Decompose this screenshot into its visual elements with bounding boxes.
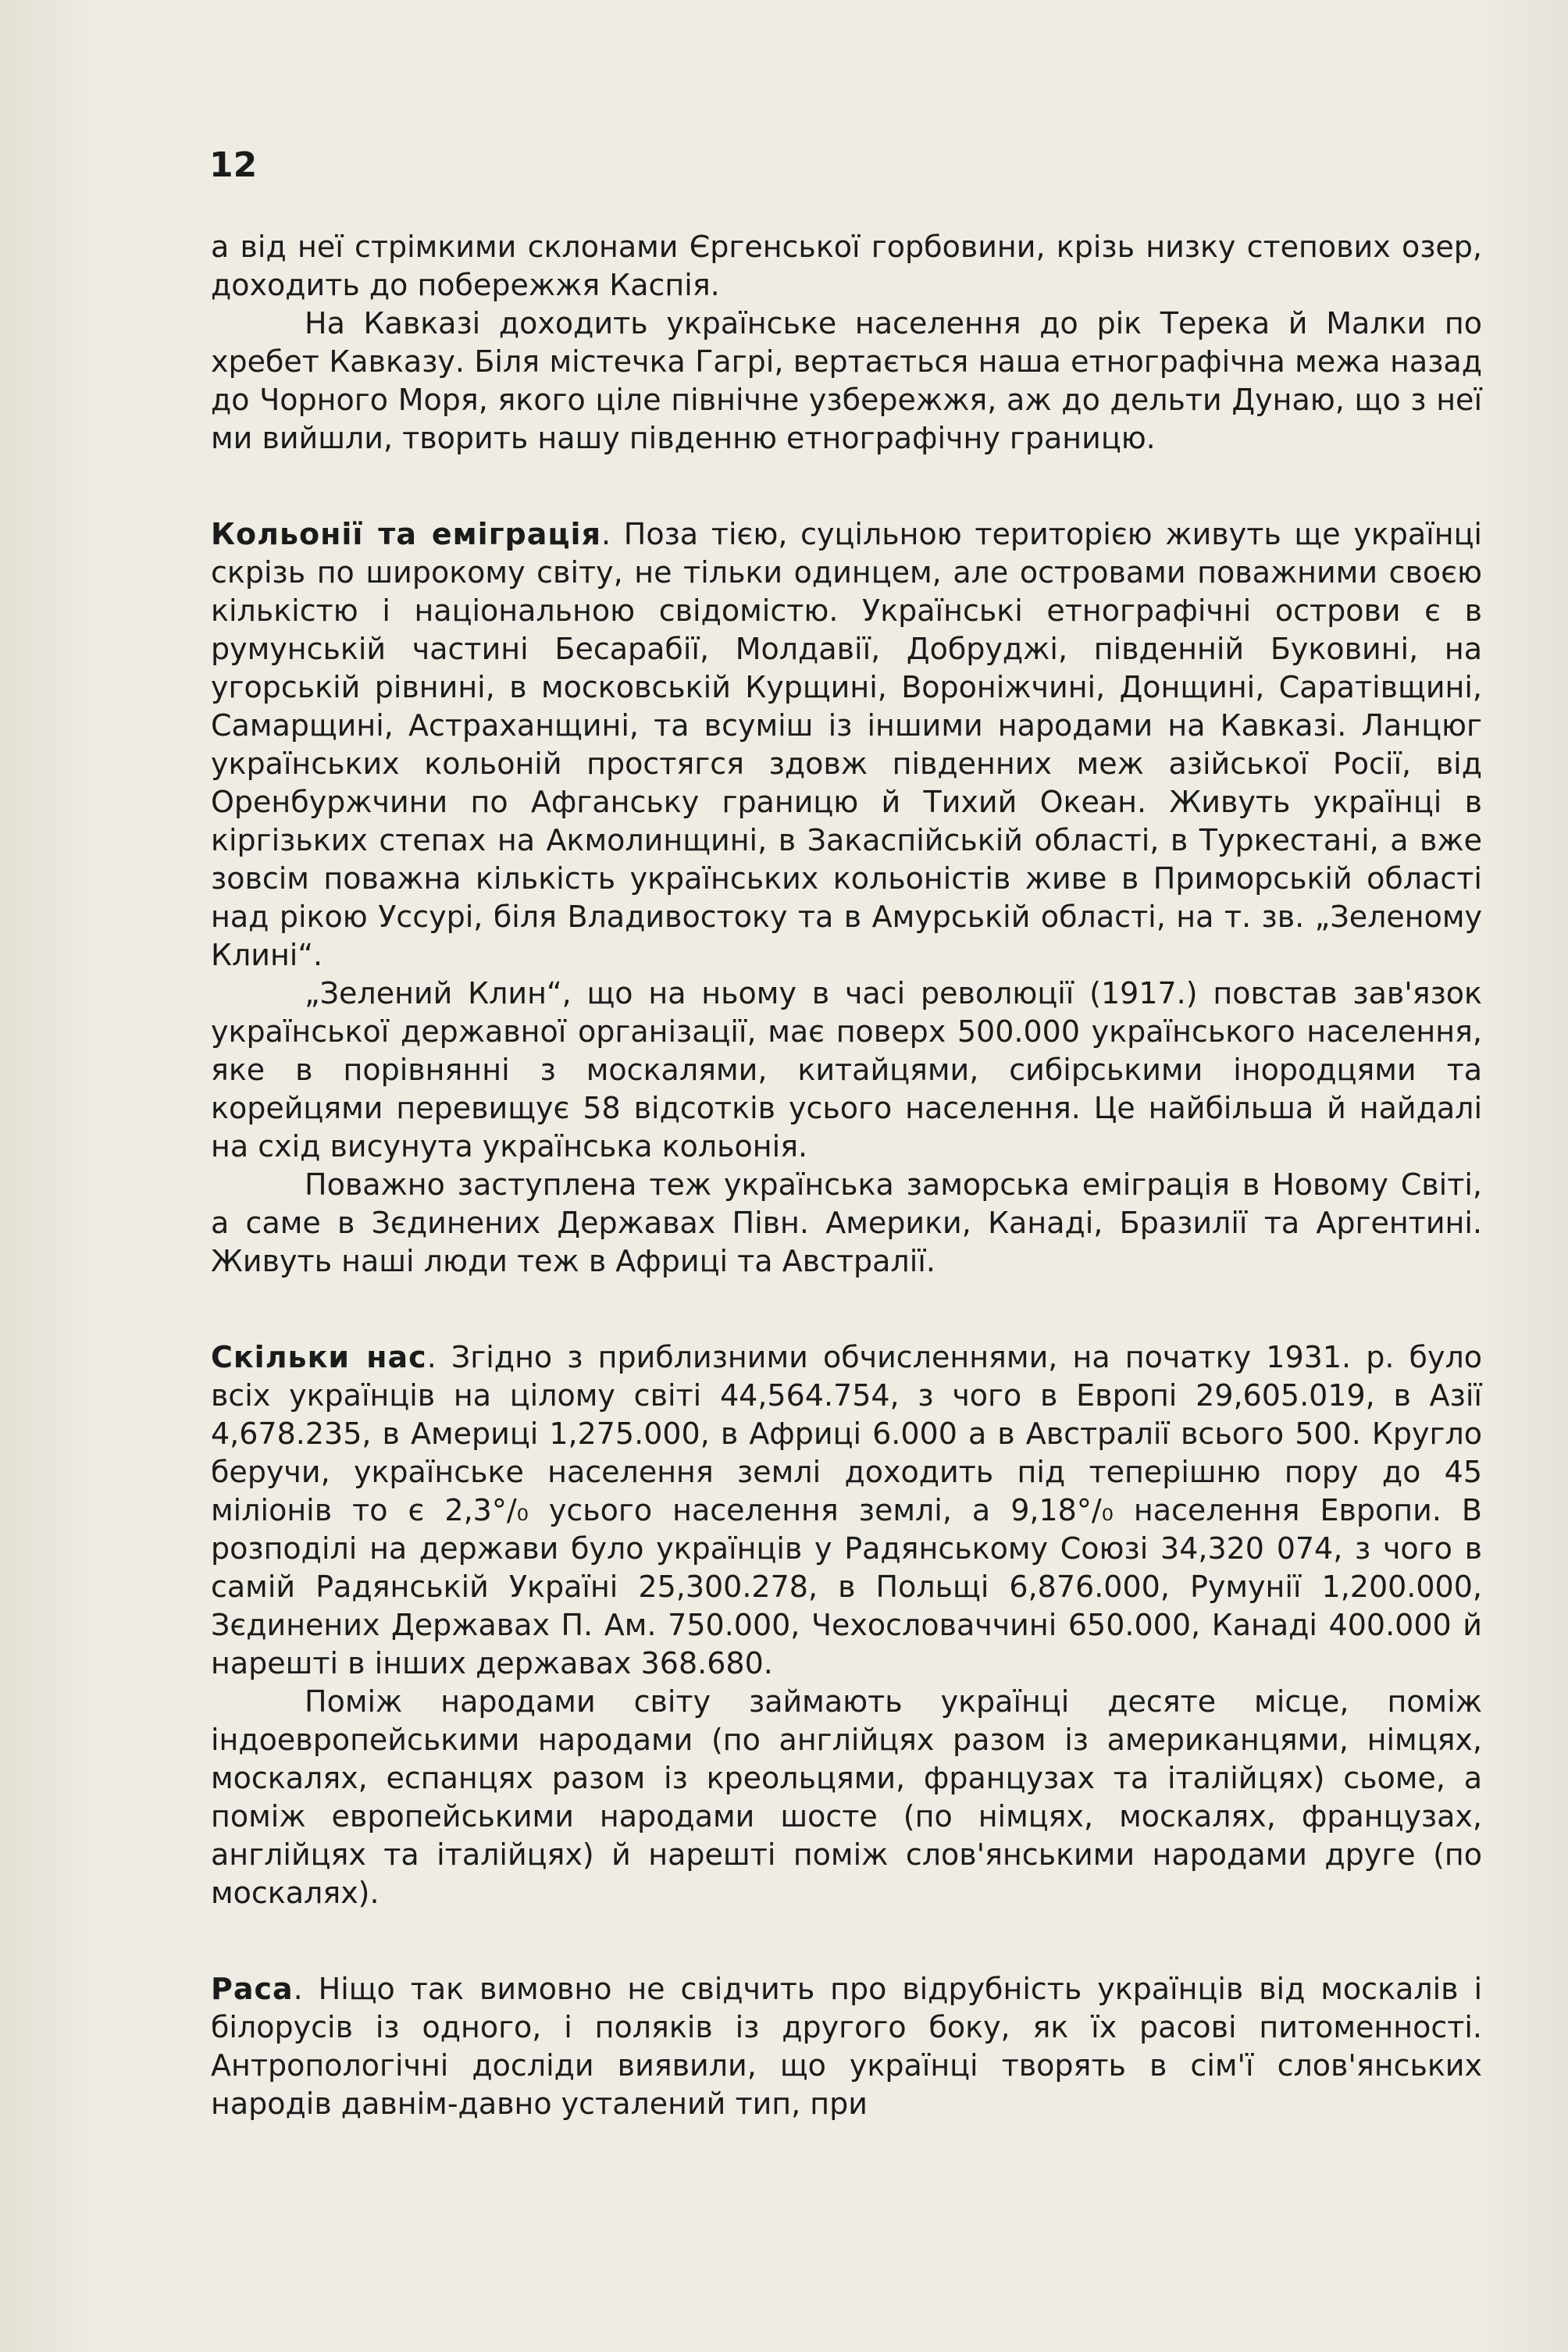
paragraph-text: . Ніщо так вимовно не свідчить про відрубність українців від москалів і білорусів із одного, і поляків із другого боку, як їх расові питоменності. Антропологічні досліди виявили, що українці творять в сім'ї слов'янських народів давнім-давно усталений тип, при [211,1972,1482,2121]
paragraph-2 [211,305,1482,458]
paragraph-text: Поважно заступлена теж українська заморська еміграція в Новому Світі, а саме в Зєдинених Державах Півн. Америки, Канаді, Бразилії та Аргентині. Живуть наші люди теж в Африці та Австралії. [211,1167,1482,1278]
section-how-many [211,1338,1482,1683]
page-number: 12 [209,145,258,185]
section-colonies [211,515,1482,975]
paragraph-1 [211,228,1482,305]
section-heading: Раса [211,1972,294,2006]
paragraph-text: На Кавказі доходить українське населення до рік Терека й Малки по хребет Кавказу. Біля містечка Гагрі, вертається наша етнографічна межа назад до Чорного Моря, якого ціле північне узбережжя, аж до дельти Дунаю, що з неї ми вийшли, творить нашу південню етнографічну границю. [211,306,1482,455]
paragraph-text: . Поза тією, суцільною територією живуть ще українці скрізь по широкому світу, не тільки одинцем, але островами поважними своєю кількістю і національною свідомістю. Українські етнографічні острови є в румунській частині Бесарабії, Молдавії, Добруджі, південній Буковині, на угорській рівнині, в московській Курщині, Вороніжчині, Донщині, Саратівщині, Самарщині, Астраханщині, та всуміш із іншими народами на Кавказі. Ланцюг українських кольоній простягся здовж південних меж азійської Росії, від Оренбуржчини по Афганську границю й Тихий Океан. Живуть українці в кіргізьких степах на Акмолинщині, в Закаспійській області, в Туркестані, а вже зовсім поважна кількість українських кольоністів живе в Приморській області над рікою Уссурі, біля Владивостоку та в Амурській області, на т. зв. „Зеленому Клині“. [211,517,1482,972]
paragraph-emigration [211,1166,1482,1281]
section-race [211,1970,1482,2123]
paragraph-text: Поміж народами світу займають українці десяте місце, поміж індоевропейськими народами (по англійцях разом із американцями, німцях, москалях, еспанцях разом із креольцями, французах та італійцях) сьоме, а поміж европейськими народами шосте (по німцях, москалях, французах, англійцях та італійцях) й нарешті поміж слов'янськими народами друге (по москалях). [211,1684,1482,1910]
body-text [211,228,1482,2123]
paragraph-text: а від неї стрімкими склонами Єргенської горбовини, крізь низку степових озер, доходить до побережжя Каспія. [211,230,1482,302]
paragraph-green-wedge [211,975,1482,1166]
section-heading: Кольонії та еміграція [211,517,601,551]
paragraph-text: „Зелений Клин“, що на ньому в часі революції (1917.) повстав зав'язок української державної організації, має поверх 500.000 українського населення, яке в порівнянні з москалями, китайцями, сибірськими інородцями та корейцями перевищує 58 відсотків усього населення. Це найбільша й найдалі на схід висунута українська кольонія. [211,976,1482,1164]
paragraph-text: . Згідно з приблизними обчисленнями, на початку 1931. р. було всіх українців на цілому світі 44,564.754, з чого в Европі 29,605.019, в Азії 4,678.235, в Америці 1,275.000, в Африці 6.000 а в Австралії всього 500. Кругло беручи, українське населення землі доходить під теперішню пору до 45 міліонів то є 2,3°/₀ усього населення землі, а 9,18°/₀ населення Европи. В розподілі на держави було українців у Радянському Союзі 34,320 074, з чого в самій Радянській Україні 25,300.278, в Польщі 6,876.000, Румунії 1,200.000, Зєдинених Державах П. Ам. 750.000, Чехословаччині 650.000, Канаді 400.000 й нарешті в інших державах 368.680. [211,1340,1483,1680]
paragraph-rank [211,1683,1482,1912]
section-heading: Скільки нас [211,1340,427,1374]
